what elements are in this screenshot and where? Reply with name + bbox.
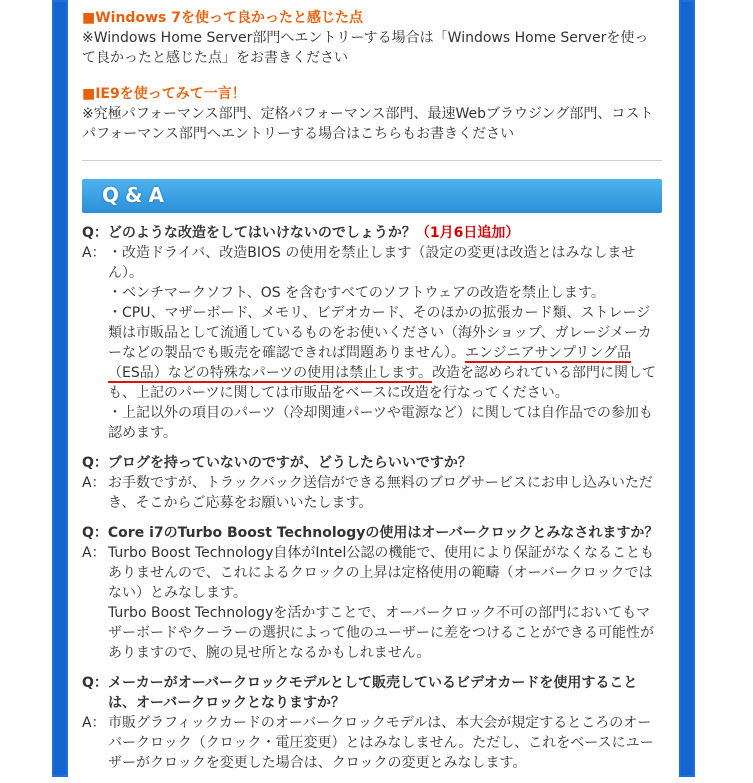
- answer-paragraph: 市販グラフィックカードのオーバークロックモデルは、本大会が規定するところのオーバークロック（クロック・電圧変更）とはみなしません。ただし、これをベースにユーザーがクロックを変更した場合は、クロックの変更とみなします。: [108, 715, 654, 771]
- main-content: [82, 8, 662, 783]
- section-text: ※究極パフォーマンス部門、定格パフォーマンス部門、最速Webブラウジング部門、コストパフォーマンス部門へエントリーする場合はこちらもお書きください: [82, 106, 654, 142]
- divider: [82, 160, 662, 161]
- answer: [82, 713, 662, 773]
- section-title: ■IE9を使ってみて一言！: [82, 86, 246, 102]
- highlighted-rule-text: エンジニアサンプリング品（ES品）などの特殊なパーツの使用は禁止します。: [108, 345, 632, 381]
- answer-text: 改造を認められている部門に関しても、上記のパーツに関しては市販品をベースに改造を行なってください。: [108, 365, 657, 401]
- answer-prefix: A：: [82, 715, 106, 731]
- answer-body: [108, 243, 662, 443]
- answer: [82, 473, 662, 513]
- right-border-rail: [679, 0, 695, 777]
- section-ie9: [82, 84, 662, 144]
- question: [82, 523, 662, 543]
- question-text: ブログを持っていないのですが、どうしたらいいですか？: [107, 455, 472, 471]
- qa-item: [82, 523, 662, 663]
- answer-body: [108, 543, 662, 663]
- question-prefix: Q：: [82, 675, 108, 691]
- qa-item: [82, 673, 662, 773]
- answer-paragraph: お手数ですが、トラックバック送信ができる無料のブログサービスにお申し込みいただき、そこからご応募をお願いいたします。: [108, 475, 653, 511]
- answer-prefix: A：: [82, 475, 106, 491]
- question: [82, 453, 662, 473]
- answer-prefix: A：: [82, 545, 106, 561]
- answer-paragraph: ・ベンチマークソフト、OS を含むすべてのソフトウェアの改造を禁止します。: [108, 285, 605, 301]
- answer-paragraph: ・改造ドライバ、改造BIOS の使用を禁止します（設定の変更は改造とはみなしません）。: [108, 245, 636, 281]
- answer-body: [108, 713, 662, 773]
- left-border-rail: [52, 0, 68, 777]
- answer-paragraph: ・上記以外の項目のパーツ（冷却関連パーツや電源など）に関しては自作品での参加も認めます。: [108, 405, 653, 441]
- question-text: メーカーがオーバークロックモデルとして販売しているビデオカードを使用することは、オーバークロックとなりますか？: [108, 675, 638, 711]
- qa-item: [82, 223, 662, 443]
- answer-text: ・CPU、マザーボード、メモリ、ビデオカード、そのほかの拡張カード類、ストレージ類は市販品として流通しているものをお使いください（海外ショップ、ガレージメーカーなどの製品でも販売を確認できれば問題ありません）。: [108, 305, 652, 361]
- section-windows7: [82, 8, 662, 68]
- question-note: （1月6日追加）: [415, 225, 520, 241]
- answer-paragraph: Turbo Boost Technology自体がIntel公認の機能で、使用により保証がなくなることもありませんので、これによるクロックの上昇は定格使用の範疇（オーバークロックではない）とみなします。: [108, 545, 655, 601]
- answer-paragraph: Turbo Boost Technologyを活かすことで、オーバークロック不可の部門においてもマザーボードやクーラーの選択によって他のユーザーに差をつけることができる可能性がありますので、腕の見せ所となるかもしれません。: [108, 605, 654, 661]
- question-text: どのような改造をしてはいけないのでしょうか？: [107, 225, 416, 241]
- qa-header-bar: [82, 179, 662, 213]
- section-text: ※Windows Home Server部門へエントリーする場合は「Windows Home Serverを使って良かったと感じた点」をお書きください: [82, 30, 649, 66]
- answer-prefix: A：: [82, 245, 106, 261]
- question-prefix: Q：: [82, 225, 108, 241]
- question-prefix: Q：: [82, 525, 108, 541]
- question-text: Core i7のTurbo Boost Technologyの使用はオーバークロックとみなされますか？: [107, 525, 659, 541]
- section-title: ■Windows 7を使って良かったと感じた点: [82, 10, 363, 26]
- question: [82, 223, 662, 243]
- answer-body: [108, 473, 662, 513]
- answer-paragraph: [108, 303, 662, 403]
- answer: [82, 243, 662, 443]
- answer: [82, 543, 662, 663]
- qa-header-title: Q&A: [102, 183, 170, 207]
- question: [82, 673, 662, 713]
- question-prefix: Q：: [82, 455, 108, 471]
- qa-item: [82, 453, 662, 513]
